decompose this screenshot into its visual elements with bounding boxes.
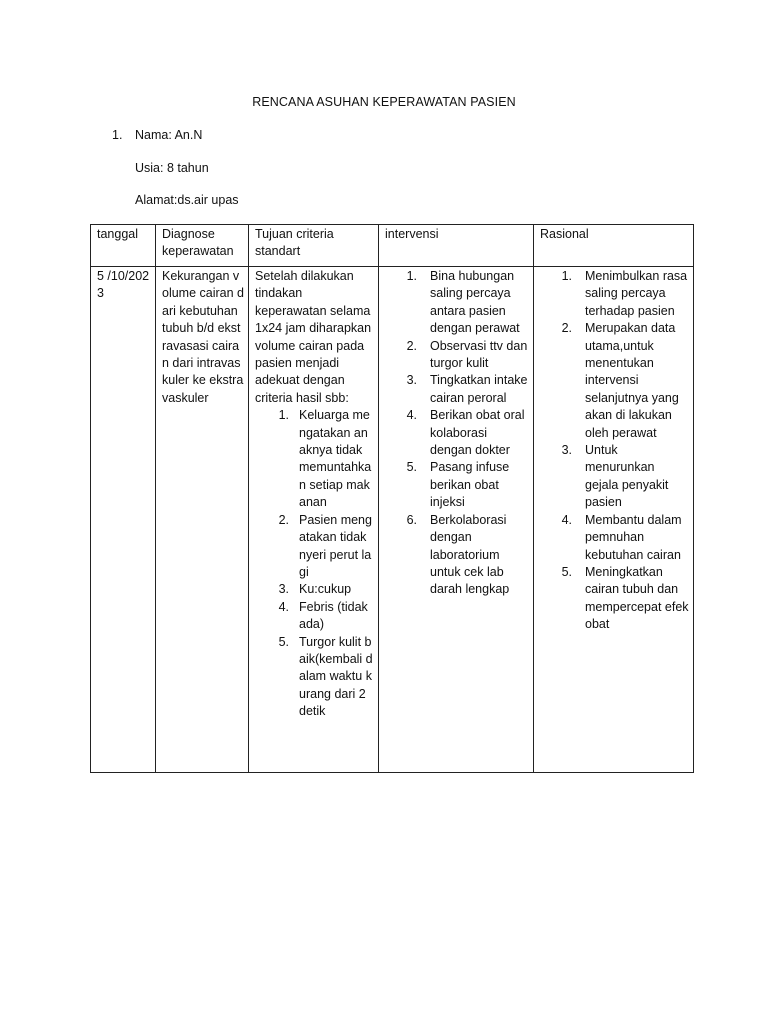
list-text: Febris (tidak ada) [299,599,368,632]
list-item [561,442,689,512]
list-number: 2. [278,512,289,527]
table-row [91,267,694,773]
header-rasional: Rasional [534,225,694,267]
cell-date: 5 /10/2023 [91,267,156,773]
list-text: Ku:cukup [299,582,352,597]
list-item [278,581,374,598]
list-text: Merupakan data utama,untuk menentukan intervensi selanjutnya yang akan di lakukan oleh perawat [585,321,679,440]
list-item [406,372,529,407]
patient-address: Alamat:ds.air upas [135,193,239,207]
criteria-list [278,407,374,720]
list-number: 5. [406,460,417,475]
list-text: Meningkatkan cairan tubuh dan mempercepat efek obat [585,564,689,632]
cell-diagnosis: Kekurangan volume cairan dari kebutuhan tubuh b/d ekstravasasi cairan dari intravaskuler ke ekstravaskuler [156,267,249,773]
list-item [406,512,529,599]
list-number: 1. [406,269,417,283]
header-intervensi: intervensi [379,225,534,267]
cell-goal [249,267,379,773]
list-item [561,564,689,634]
document-title: RENCANA ASUHAN KEPERAWATAN PASIEN [252,95,516,109]
table-header-row [91,225,694,267]
list-item [561,320,689,442]
patient-age: Usia: 8 tahun [135,161,209,175]
list-text: Menimbulkan rasa saling percaya terhadap pasien [585,269,688,318]
list-text: Keluarga mengatakan anaknya tidak memuntahkan setiap makanan [299,408,372,510]
list-item [406,407,529,459]
patient-name: Nama: An.N [135,128,203,142]
list-number: 2. [561,321,572,336]
list-number: 1. [561,269,572,283]
list-number: 3. [561,443,572,458]
list-item [406,459,529,511]
list-text: Berkolaborasi dengan laboratorium untuk cek lab darah lengkap [430,512,510,597]
header-tanggal: tanggal [91,225,156,267]
list-item [278,512,374,582]
list-item [278,407,374,511]
list-number: 4. [278,599,289,614]
header-tujuan: Tujuan criteria standart [249,225,379,267]
list-item [278,599,374,634]
list-number: 3. [406,373,417,388]
list-number: 5. [561,564,572,579]
list-text: Pasien mengatakan tidak nyeri perut lagi [299,512,372,579]
care-plan-table [90,224,694,773]
list-text: Bina hubungan saling percaya antara pasien dengan perawat [430,269,520,336]
list-item [561,268,689,320]
list-number: 4. [561,512,572,527]
goal-intro: Setelah dilakukan tindakan keperawatan selama 1x24 jam diharapkan volume cairan pada pasien menjadi adekuat dengan criteria hasil sbb: [255,269,372,405]
cell-rationale [534,267,694,773]
list-number: 1. [278,408,289,423]
list-text: Untuk menurunkan gejala penyakit pasien [585,443,669,510]
list-number: 3. [278,582,289,597]
header-diagnose: Diagnose keperawatan [156,225,249,267]
list-text: Pasang infuse berikan obat injeksi [430,460,510,510]
list-number: 6. [406,512,417,527]
list-text: Tingkatkan intake cairan peroral [430,373,528,405]
list-number: 4. [406,408,417,423]
list-text: Turgor kulit baik(kembali dalam waktu kurang dari 2 detik [299,634,373,719]
list-number: 5. [278,634,289,649]
intervention-list [406,268,529,599]
list-text: Berikan obat oral kolaborasi dengan dokter [430,408,525,458]
list-text: Membantu dalam pemnuhan kebutuhan cairan [585,512,682,562]
list-item [406,338,529,373]
list-item [278,634,374,721]
rationale-list [561,268,689,634]
list-item [406,268,529,338]
list-item [561,512,689,564]
list-number: 2. [406,338,417,353]
cell-interventions [379,267,534,773]
patient-list-number: 1. [112,128,123,142]
list-text: Observasi ttv dan turgor kulit [430,338,528,371]
